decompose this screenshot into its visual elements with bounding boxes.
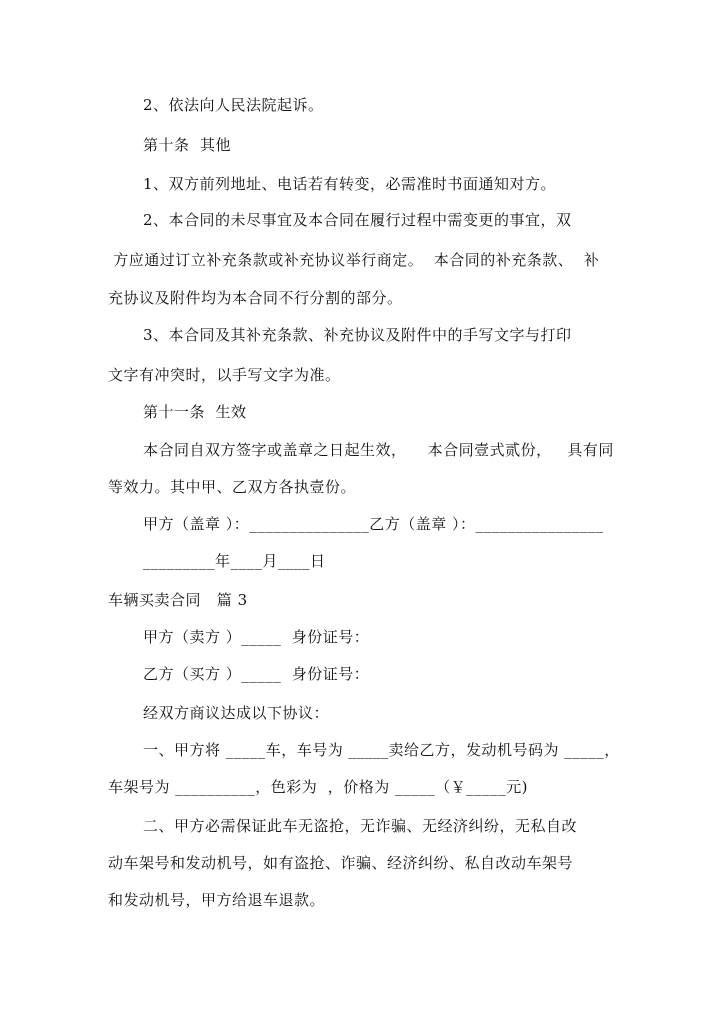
term-2-line-3: 和发动机号，甲方给退车退款。 [108, 891, 326, 909]
term-2-line-1: 二、甲方必需保证此车无盗抢，无诈骗、无经济纠纷，无私自改 [143, 817, 578, 835]
signature-line: 甲方（盖章 ）：_______________乙方（盖章 ）：________________ [143, 515, 604, 533]
party-a-seller-line: 甲方（卖方 ）_____ 身份证号： [143, 628, 370, 646]
term-2-line-2: 动车架号和发动机号，如有盗抢、诈骗、经济纠纷、私自改动车架号 [108, 854, 574, 872]
article-11-text-line-2: 等效力。其中甲、乙双方各执壹份。 [108, 478, 357, 496]
article-10-item-3-line-1: 3、本合同及其补充条款、补充协议及附件中的手写文字与打印 [143, 326, 572, 344]
agreement-intro: 经双方商议达成以下协议： [143, 704, 330, 722]
party-b-buyer-line: 乙方（买方 ）_____ 身份证号： [143, 665, 370, 683]
contract-3-title: 车辆买卖合同 篇 3 [108, 591, 248, 609]
article-10-heading: 第十条 其他 [143, 136, 232, 154]
article-11-heading: 第十一条 生效 [143, 403, 247, 421]
term-1-line-1: 一、甲方将 _____车，车号为 _____卖给乙方，发动机号码为 _____， [143, 741, 620, 759]
article-10-item-2-line-3: 充协议及附件均为本合同不行分割的部分。 [108, 289, 403, 307]
article-10-item-2-line-1: 2、本合同的未尽事宜及本合同在履行过程中需变更的事宜，双 [143, 211, 572, 229]
clause-9-item-2: 2、依法向人民法院起诉。 [143, 96, 324, 114]
article-10-item-1: 1、双方前列地址、电话若有转变，必需准时书面通知对方。 [143, 175, 557, 193]
date-line: _________年____月____日 [143, 552, 326, 570]
article-11-text-line-1: 本合同自双方签字或盖章之日起生效， 本合同壹式贰份， 具有同 [143, 441, 614, 459]
term-1-line-2: 车架号为 __________，色彩为 ，价格为 _____（￥_____元) [108, 778, 528, 796]
article-10-item-3-line-2: 文字有冲突时，以手写文字为准。 [108, 366, 341, 384]
article-10-item-2-line-2: 方应通过订立补充条款或补充协议举行商定。 本合同的补充条款、 补 [108, 251, 600, 269]
